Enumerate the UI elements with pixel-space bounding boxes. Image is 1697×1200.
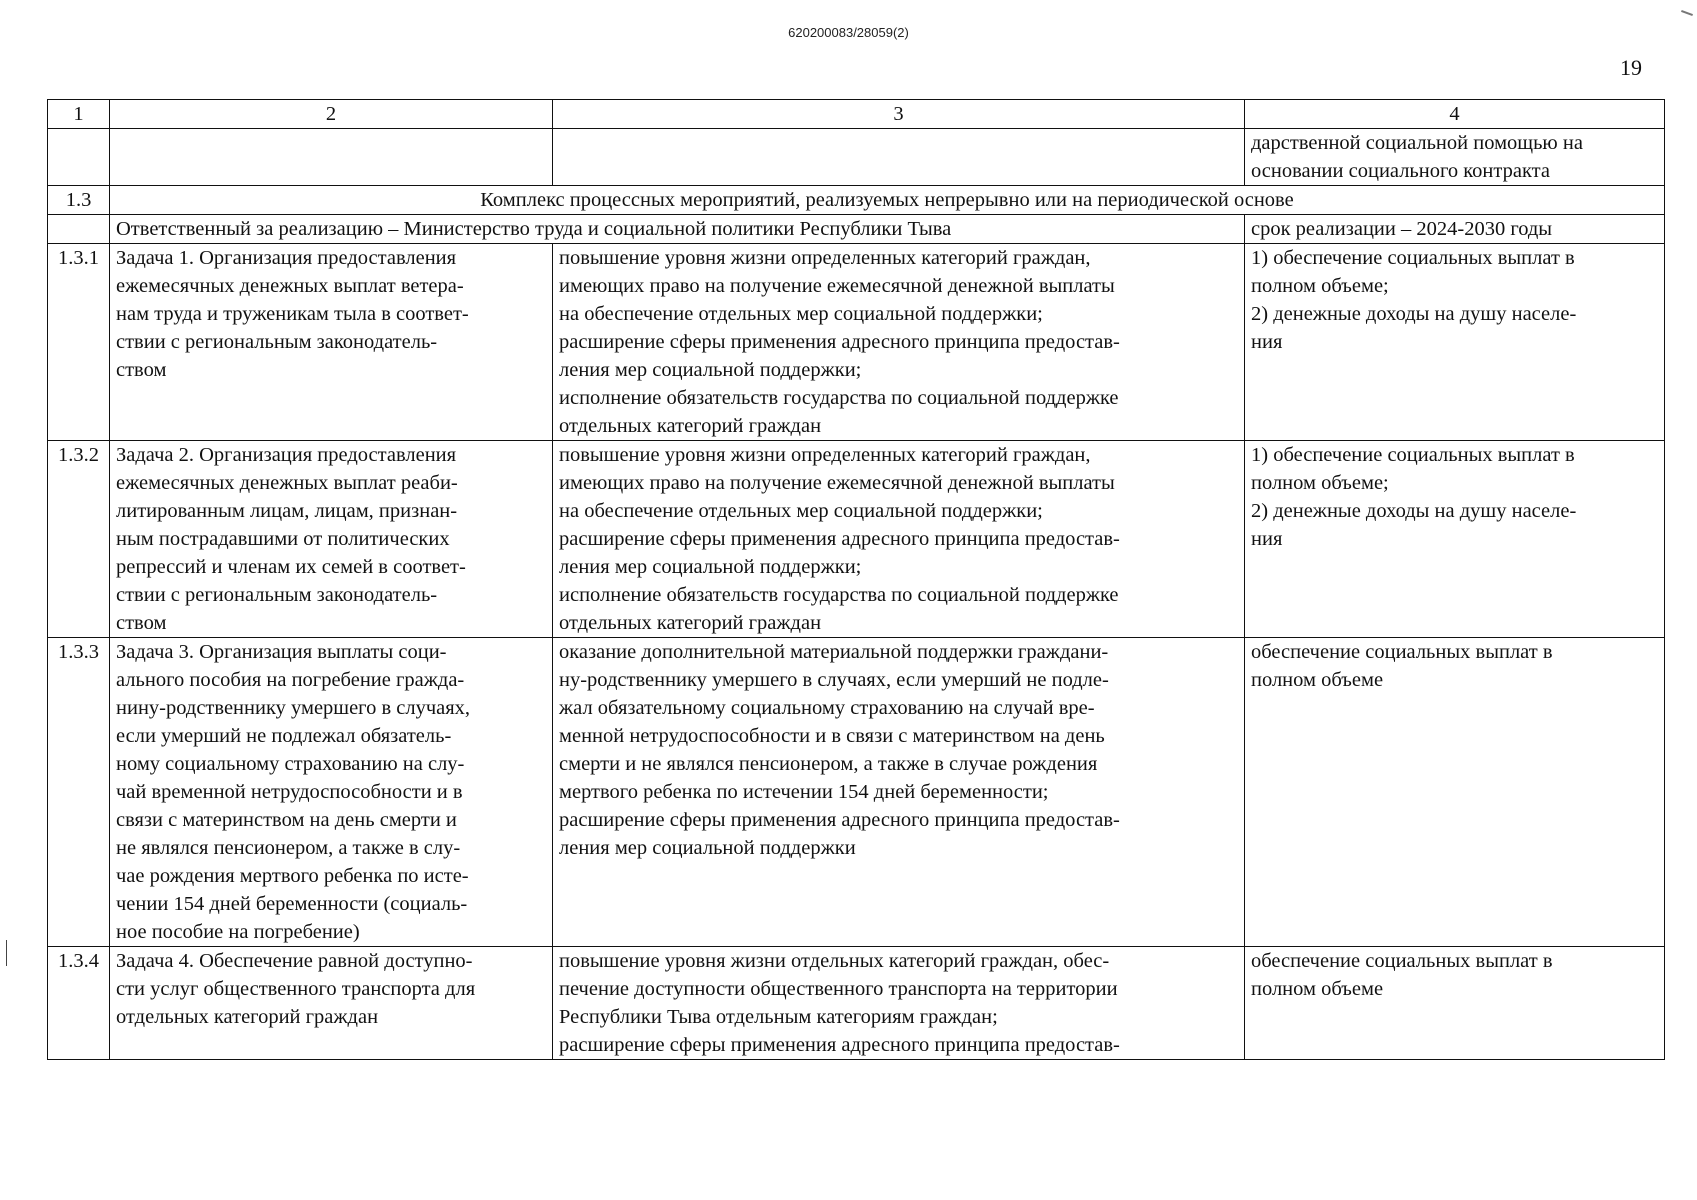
row-number: 1.3.3 bbox=[48, 638, 110, 947]
continuation-cell-2 bbox=[110, 129, 553, 186]
column-header-1: 1 bbox=[48, 100, 110, 129]
continuation-row bbox=[48, 129, 1665, 186]
document-id: 620200083/28059(2) bbox=[788, 25, 909, 40]
task-cell: Задача 3. Организация выплаты соци- ального пособия на погребение гражда- нину-родственнику умершего в случаях, если умерший не подлежал обязатель- ному социальному страхованию на слу- чай временной нетрудоспособности и в связи с материнством на день смерти и не являлся пенсионером, а также в слу- чае рождения мертвого ребенка по исте- чении 154 дней беременности (социаль- ное пособие на погребение) bbox=[110, 638, 553, 947]
responsible-label: Ответственный за реализацию – Министерство труда и социальной политики Республики Тыва bbox=[110, 215, 1245, 244]
program-table bbox=[47, 99, 1665, 1060]
indicators-cell: 1) обеспечение социальных выплат в полном объеме; 2) денежные доходы на душу населе- ния bbox=[1245, 244, 1665, 441]
responsible-empty-cell bbox=[48, 215, 110, 244]
row-number: 1.3.4 bbox=[48, 947, 110, 1060]
continuation-cell-1 bbox=[48, 129, 110, 186]
scan-mark bbox=[1681, 10, 1693, 16]
table-row bbox=[48, 638, 1665, 947]
column-header-4: 4 bbox=[1245, 100, 1665, 129]
implementation-period: срок реализации – 2024-2030 годы bbox=[1245, 215, 1665, 244]
responsible-row bbox=[48, 215, 1665, 244]
column-header-3: 3 bbox=[553, 100, 1245, 129]
effects-cell: повышение уровня жизни отдельных категорий граждан, обес- печение доступности общественного транспорта на территории Республики Тыва отдельным категориям граждан; расширение сферы применения адресного принципа предостав- bbox=[553, 947, 1245, 1060]
section-row bbox=[48, 186, 1665, 215]
indicators-cell: 1) обеспечение социальных выплат в полном объеме; 2) денежные доходы на душу населе- ния bbox=[1245, 441, 1665, 638]
section-title: Комплекс процессных мероприятий, реализуемых непрерывно или на периодической основе bbox=[110, 186, 1665, 215]
task-cell: Задача 2. Организация предоставления ежемесячных денежных выплат реаби- литированным лицам, лицам, признан- ным пострадавшими от политических репрессий и членам их семей в соответ- ствии с региональным законодатель- ством bbox=[110, 441, 553, 638]
scan-margin-mark bbox=[6, 940, 7, 966]
effects-cell: оказание дополнительной материальной поддержки граждани- ну-родственнику умершего в случаях, если умерший не подле- жал обязательному социальному страхованию на случай вре- менной нетрудоспособности и в связи с материнством на день смерти и не являлся пенсионером, а также в случае рождения мертвого ребенка по истечении 154 дней беременности; расширение сферы применения адресного принципа предостав- ления мер социальной поддержки bbox=[553, 638, 1245, 947]
row-number: 1.3.2 bbox=[48, 441, 110, 638]
table-header-row bbox=[48, 100, 1665, 129]
table-row bbox=[48, 947, 1665, 1060]
task-cell: Задача 1. Организация предоставления ежемесячных денежных выплат ветера- нам труда и труженикам тыла в соответ- ствии с региональным законодатель- ством bbox=[110, 244, 553, 441]
table-row bbox=[48, 244, 1665, 441]
section-number: 1.3 bbox=[48, 186, 110, 215]
continuation-cell-4: дарственной социальной помощью на основании социального контракта bbox=[1245, 129, 1665, 186]
table-row bbox=[48, 441, 1665, 638]
effects-cell: повышение уровня жизни определенных категорий граждан, имеющих право на получение ежемесячной денежной выплаты на обеспечение отдельных мер социальной поддержки; расширение сферы применения адресного принципа предостав- ления мер социальной поддержки; исполнение обязательств государства по социальной поддержке отдельных категорий граждан bbox=[553, 244, 1245, 441]
continuation-cell-3 bbox=[553, 129, 1245, 186]
indicators-cell: обеспечение социальных выплат в полном объеме bbox=[1245, 947, 1665, 1060]
effects-cell: повышение уровня жизни определенных категорий граждан, имеющих право на получение ежемесячной денежной выплаты на обеспечение отдельных мер социальной поддержки; расширение сферы применения адресного принципа предостав- ления мер социальной поддержки; исполнение обязательств государства по социальной поддержке отдельных категорий граждан bbox=[553, 441, 1245, 638]
row-number: 1.3.1 bbox=[48, 244, 110, 441]
column-header-2: 2 bbox=[110, 100, 553, 129]
task-cell: Задача 4. Обеспечение равной доступно- сти услуг общественного транспорта для отдельных категорий граждан bbox=[110, 947, 553, 1060]
page-number: 19 bbox=[1620, 55, 1642, 80]
indicators-cell: обеспечение социальных выплат в полном объеме bbox=[1245, 638, 1665, 947]
